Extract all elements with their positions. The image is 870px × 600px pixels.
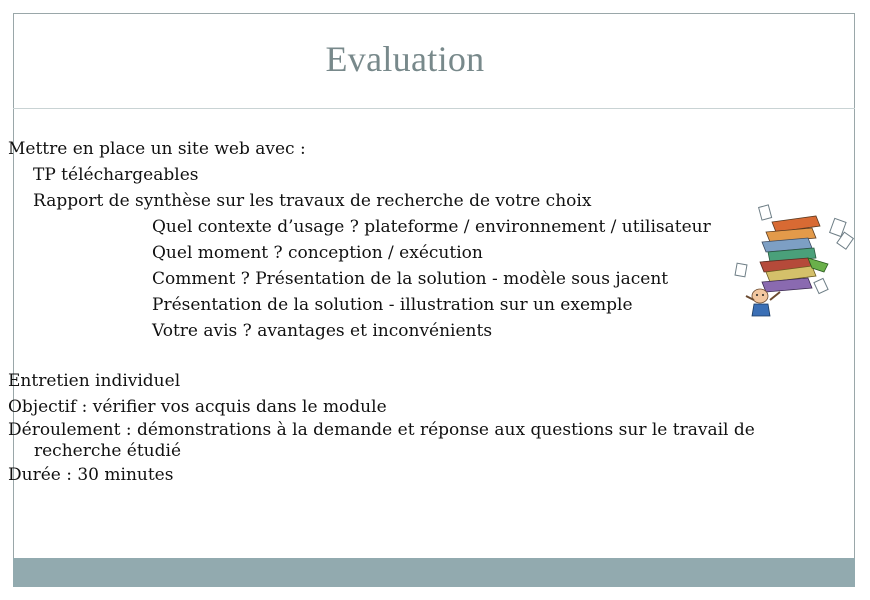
item-rapport: Rapport de synthèse sur les travaux de recherche de votre choix	[33, 191, 592, 211]
subitem-moment: Quel moment ? conception / exécution	[152, 243, 483, 263]
subitem-comment: Comment ? Présentation de la solution - modèle sous jacent	[152, 269, 669, 289]
subitem-presentation: Présentation de la solution - illustration sur un exemple	[152, 295, 633, 315]
item-tp: TP téléchargeables	[33, 165, 199, 185]
slide-title: Evaluation	[325, 39, 485, 79]
subitem-contexte: Quel contexte d’usage ? plateforme / environnement / utilisateur	[152, 217, 711, 237]
duration-line: Durée : 30 minutes	[8, 465, 174, 485]
entretien-heading: Entretien individuel	[8, 371, 181, 391]
book-stack-illustration	[720, 200, 860, 320]
title-divider	[13, 108, 855, 109]
subitem-avis: Votre avis ? avantages et inconvénients	[152, 321, 493, 341]
person-icon	[746, 289, 780, 316]
slide-body	[8, 136, 828, 488]
footer-band	[13, 558, 855, 587]
objective-line: Objectif : vérifier vos acquis dans le module	[8, 397, 387, 417]
intro-line: Mettre en place un site web avec :	[8, 139, 306, 159]
process-line: Déroulement : démonstrations à la demande et réponse aux questions sur le travail de recherche étudié	[8, 420, 755, 461]
